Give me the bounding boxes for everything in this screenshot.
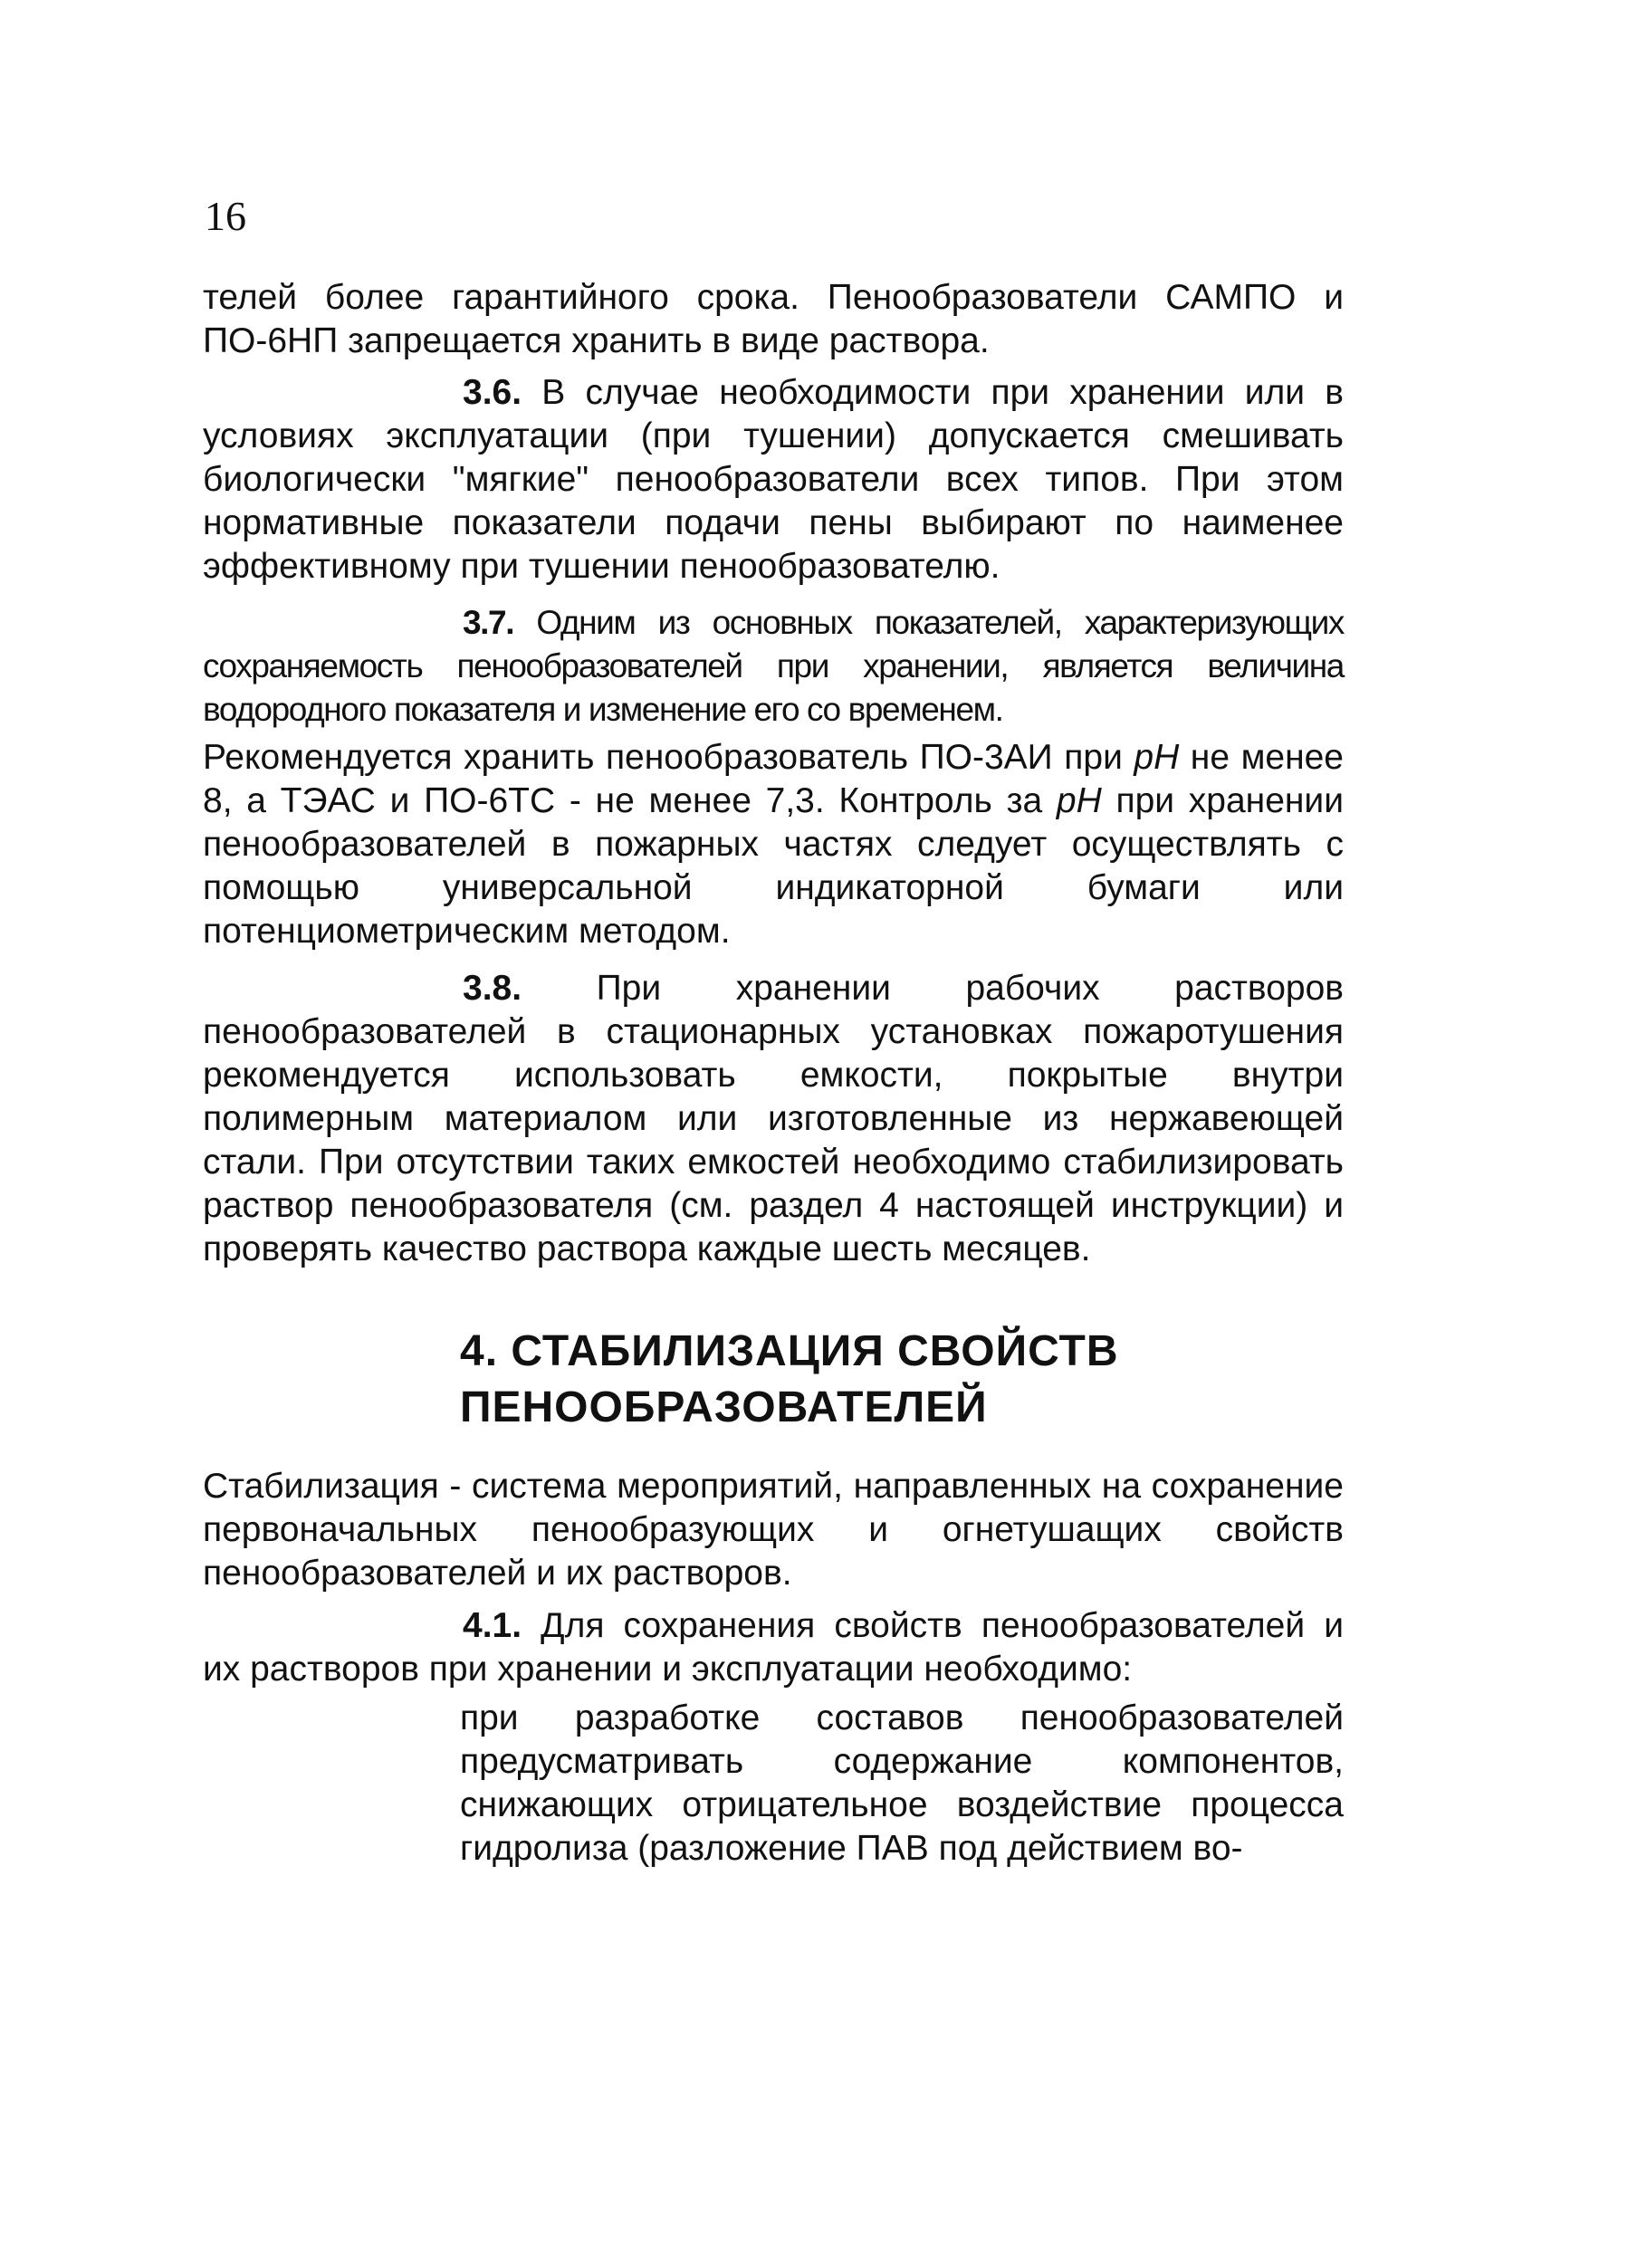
- paragraph-3-7: [203, 601, 1344, 732]
- paragraph-3-8: [203, 967, 1344, 1271]
- heading-line-1: 4. СТАБИЛИЗАЦИЯ СВОЙСТВ: [460, 1327, 1119, 1375]
- section-heading: [460, 1324, 1275, 1436]
- paragraph-text: При хранении рабочих растворов пенообразователей в стационарных установках пожаротушения рекомендуется использовать емкости, покрытые внутри полимерным материалом или изготовленные из нержавеющей стали. При отсутствии таких емкостей необходимо стабилизировать раствор пенообразователя (см. раздел 4 настоящей инструкции) и проверять качество раствора каждые шесть месяцев.: [203, 969, 1344, 1268]
- ph-term: pH: [1056, 781, 1102, 820]
- paragraph-text-c: при хранении пенообразователей в пожарных частях следует осуществлять с помощью универсальной индикаторной бумаги или потенциометрическим методом.: [203, 781, 1344, 951]
- section-number: 4.1.: [463, 1606, 522, 1645]
- paragraph-text: телей более гарантийного срока. Пенообразователи САМПО и ПО-6НП запрещается хранить в виде раствора.: [203, 278, 1344, 360]
- paragraph-4-1: [203, 1604, 1344, 1691]
- paragraph-text-a: Рекомендуется хранить пенообразователь ПО-3АИ при: [203, 738, 1134, 777]
- paragraph-text: В случае необходимости при хранении или в условиях эксплуатации (при тушении) допускается смешивать биологически "мягкие" пенообразователи всех типов. При этом нормативные показатели подачи пены выбирают по наименее эффективному при тушении пенообразователю.: [203, 373, 1344, 586]
- paragraph-text: Стабилизация - система мероприятий, направленных на сохранение первоначальных пенообразующих и огнетушащих свойств пенообразователей и их растворов.: [203, 1467, 1344, 1593]
- paragraph-ph-recommendation: [203, 736, 1344, 953]
- section-number: 3.7.: [463, 604, 514, 641]
- paragraph-text: Одним из основных показателей, характеризующих сохраняемость пенообразователей при хранении, является величина водородного показателя и изменение его со временем.: [203, 604, 1344, 728]
- paragraph-continuation: [203, 276, 1344, 363]
- section-number: 3.8.: [463, 969, 522, 1008]
- ph-term: pH: [1134, 738, 1180, 777]
- section-number: 3.6.: [463, 373, 522, 412]
- paragraph-definition: [203, 1465, 1344, 1595]
- paragraph-3-6: [203, 371, 1344, 589]
- page-number: 16: [205, 193, 246, 239]
- paragraph-text: Для сохранения свойств пенообразователей и их растворов при хранении и эксплуатации необходимо:: [203, 1606, 1345, 1689]
- heading-line-2: ПЕНООБРАЗОВАТЕЛЕЙ: [460, 1383, 988, 1431]
- list-item-text: при разработке составов пенообразователей предусматривать содержание компонентов, снижающих отрицательное воздействие процесса гидролиза (разложение ПАВ под действием во-: [460, 1699, 1344, 1868]
- paragraph-text-b: не менее 8, а ТЭАС и ПО-6ТС - не менее 7,3. Контроль за: [203, 738, 1344, 820]
- list-item: [460, 1697, 1344, 1871]
